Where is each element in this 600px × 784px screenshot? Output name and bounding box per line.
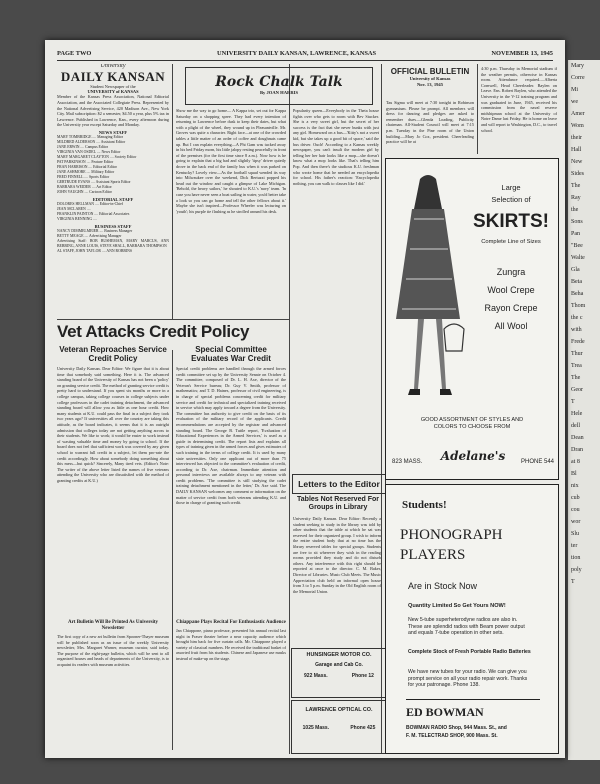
column-rule xyxy=(477,64,478,154)
newspaper-page xyxy=(45,40,565,758)
staff-line: JEAN MCLAREN .... xyxy=(57,206,91,211)
byline: By JOAN HARRIS xyxy=(259,90,299,95)
hunsinger-ad xyxy=(291,648,387,698)
recital-head: Chiappane Plays Recital For Enthusiastic Audience xyxy=(176,620,286,625)
ad-item-2: Wool Crepe xyxy=(487,285,535,295)
ad-item-4: All Wool xyxy=(494,321,528,331)
banner-rule xyxy=(57,319,289,320)
official-title: OFFICIAL BULLETIN xyxy=(390,67,470,76)
ad-item-1: Zungra xyxy=(496,267,526,277)
next-page-fragment: Hall xyxy=(571,147,582,153)
next-page-fragment: at 8 xyxy=(571,459,580,465)
ad-skirts: SKIRTS! xyxy=(473,211,549,232)
phono-rule xyxy=(406,699,540,700)
staff-line: JOHN VAUGHN .... Cartoon Editor xyxy=(57,189,112,194)
next-page-fragment: dell xyxy=(571,423,580,429)
ad-store-name: Adelane's xyxy=(440,449,506,463)
tables-headline: Tables Not Reserved For Groups in Library xyxy=(297,496,379,511)
next-page-fragment: Slu xyxy=(571,531,580,537)
phono-title-2: PLAYERS xyxy=(400,547,466,563)
next-page-fragment: T xyxy=(571,579,575,585)
next-page-fragment: Mary xyxy=(571,63,584,69)
staff-line: MILDRED ALDERSON .... Assistant Editor xyxy=(57,139,126,144)
staff-line: FRAN HARRISON .... Editorial Editor xyxy=(57,164,117,169)
staff-box xyxy=(57,130,169,254)
next-page-fragment: The xyxy=(571,375,581,381)
ad-selection: Selection of xyxy=(491,195,531,204)
middle-article-body: Special credit problems are handled through the armed forces credit committee set up by the University Senate on October 4. The committee, composed of Dr. L. H. Axe, director of the Veteran's Service bureau; Dr. Guy V. Smith, professor of mathematics; and T. D. Haines, professor of civil engineering, is in charge of special problems concerning credit for military service and credit for technical and specialized training received in service which may apply toward a degree from the University. The committee has authority to give credit on the basis of its evaluation of the military record of the applicants. Credit recommendations are accepted by the registrar and advanced standing board. The George B. Tuttle report, 'Evaluation of Educational Experiences in the Armed Services,' is used as a guide in determining credit. The report lists and explains all types of training given in the armed forces and gives estimates of such training in the terms of college credit. It is used by many state universities. Only one applicant out of more than 75 interviewed has objected to the committee's evaluation of credit, according to Dr. Axe, chairman. Immediate attention and personal interviews are available always to any veteran with credit problems. 'The committee is still studying the cadet training detachment mentioned in the letter,' Dr. Axe said. The DAILY KANSAN welcomes any comment or information on the matter of service credit from both veterans attending K.U. and those in charge of granting such credit. xyxy=(176,366,286,506)
lawrence-optical-ad xyxy=(291,700,387,754)
staff-line: BARBARA WEIDER .... Art Editor xyxy=(57,184,112,189)
phono-owner: ED BOWMAN xyxy=(406,705,484,719)
rct-body: Show me the way to go home— A Kappa trio, set out for Kappa Saturday on a shopping spree. They had every intention of returning to Lawrence before dusk to keep their dates, but what with a plight of the wheel, they wound up in Pleasantville. Mr. Groves was quite a character. Right face—at one of the crowded tables a little matter of an order of coffee and doughnuts came up. But I can explain everything—A Phi Gam was tucked away in his bed Friday morn, his little jalopy resting peacefully in front of the premises (for the first time since 8 a.m.). Now how is he going to explain that a big bad and slightly 'tipsy' driver quietly drove in the back end of the family bus when it was parked on Kentucky? Lovely view—As the football squad wended its way into Milwaukee over the weekend, Dick Bertuzzi popped his head out the window and caught a glimpse of Lake Michigan. 'Behold, the heavy sailors,' he shouted to K.U.'s 'navy' team. 'In case you have never seen a boat sailing in water, you'd better take a look so you can go home and tell the other fellows about it.' Maybe she isn't inspired—Professor Wheeler was lecturing on 'youth'; his purple tie flashing as he strolled around his desk. xyxy=(176,108,286,214)
hunsinger-phone: Phone 12 xyxy=(351,673,374,679)
news-staff-title: NEWS STAFF xyxy=(98,129,128,135)
next-page-fragment: we xyxy=(571,99,578,105)
hunsinger-contact xyxy=(292,673,386,679)
masthead xyxy=(57,64,169,94)
next-page-fragment: Corre xyxy=(571,75,585,81)
next-page-fragment: their xyxy=(571,135,582,141)
next-page-fragment: Dran xyxy=(571,447,583,453)
next-page-fragment: ter xyxy=(571,543,578,549)
next-page-fragment: Hele xyxy=(571,411,583,417)
recital-body: Jan Chiappone, piano professor, presented his annual recital last night in Fraser theater before a near capacity audience which brought him back for five curtain calls. Mr. Chiappone played a variety of classical numbers. He received the traditional basket of assorted fruit from his students. Chinese and Japanese use masks instead of make-up on the stage. xyxy=(176,628,286,661)
masthead-column xyxy=(57,64,169,319)
ad-phone: PHONE 544 xyxy=(520,459,554,465)
staff-line: JANE ERWIN .... Campus Editor xyxy=(57,144,109,149)
next-page-fragment: The xyxy=(571,183,581,189)
masthead-over: University xyxy=(100,64,126,69)
next-page-fragment: Geor xyxy=(571,387,583,393)
ad-sizes: Complete Line of Sizes xyxy=(481,239,541,245)
phono-address-1: BOWMAN RADIO Shop, 944 Mass. St., and xyxy=(406,725,507,731)
column-rule xyxy=(172,64,173,319)
staff-line: GERTRUDE EVANS .... Assistant Sports Editor xyxy=(57,179,131,184)
left-subhead: Veteran Reproaches Service Credit Policy xyxy=(59,345,167,363)
optical-contact xyxy=(292,725,386,731)
staff-line: BETTY MEAGE .... Advertising Manager xyxy=(57,233,122,238)
staff-line: Advertising Staff: BOB BUSHEMAN, MARY MARCUS, ANN BEBBING, ANNE LOUIS, STEVE SHALL, BARBARA THOMPSON xyxy=(57,238,169,248)
next-page-fragment: wor xyxy=(571,519,581,525)
news-staff-list xyxy=(57,135,169,195)
next-page-fragment: Beha xyxy=(571,291,584,297)
business-staff-title: BUSINESS STAFF xyxy=(94,223,132,229)
rct-text-left xyxy=(176,108,286,318)
rock-chalk-talk-box xyxy=(185,67,373,105)
staff-line: DOLORES HELLMAN .... Editor-in-Chief xyxy=(57,201,124,206)
official-body-text: Tau Sigma will meet at 7:30 tonight in Robinson gymnasium. Please be prompt. All members will dress for dancing and pledges are asked to remember dues.—Glenda Loading, Publicity chairman. All-Student Council will meet at 7:15 p.m. Tuesday in the Pine room of the Union building.—Mary Jo Cox, president. Cheerleading practice will be at xyxy=(386,100,474,145)
staff-line: MARY TOMBRIDGE .... Managing Editor xyxy=(57,134,123,139)
next-page-fragment: Thur xyxy=(571,351,583,357)
next-page-fragment: cou xyxy=(571,507,580,513)
optical-address: 1025 Mass. xyxy=(302,725,330,731)
middle-article xyxy=(176,366,286,618)
next-page-fragment: New xyxy=(571,159,583,165)
phono-paragraph-3: We have new tubes for your radio. We can give you prompt service on all your radio repair work. Thanks for your patronage. Phone 138. xyxy=(408,669,528,689)
masthead-sub1: Student Newspaper of the xyxy=(90,83,136,89)
phono-quantity: Quantity Limited So Get Yours NOW! xyxy=(408,603,506,609)
next-page-fragment: nix xyxy=(571,483,579,489)
next-page-fragment: T xyxy=(571,399,575,405)
ad-item-3: Rayon Crepe xyxy=(484,303,538,313)
next-page-fragment: Walte xyxy=(571,255,585,261)
next-page-fragment: Pan xyxy=(571,231,580,237)
phono-paragraph-1: New 5-tube superheterodyne radios are also in. These are splendid radios with Beam power output and equals 7-tube operation in other sets. xyxy=(408,617,525,637)
rct-body-2: Popularity queen—Everybody in the Theta house fights over who gets to room with Bev Stucker. She is a very sweet girl, but the secret of her success is the fact that she never bunks with just any girl. Homeward on a bus—'Kitty's not a sweet kid, but she takes up a good bit of space,' said the bus driver. Ouch! According to a Kansas weekly newspaper, you can't insult the modern girl by telling her her hair looks like a mop—she doesn't know what a mop looks like. That's telling him Pop. And then there's the studious K.U. freshman who wrote home that he needed an encyclopedia for school. His father's reaction: 'Encyclopedia nothing, you can walk to classes like I did.' xyxy=(293,108,379,186)
editorial-staff-title: EDITORIAL STAFF xyxy=(92,196,134,202)
next-page-fragment: "Bee xyxy=(571,243,583,249)
staff-line: FRED FINNELL .... Sports Editor xyxy=(57,174,110,179)
official-bulletin-body xyxy=(386,100,474,156)
tables-letter xyxy=(293,516,381,646)
optical-name: LAWRENCE OPTICAL CO. xyxy=(305,707,373,713)
next-page-fragment: Wom xyxy=(571,123,584,129)
paper-name: UNIVERSITY DAILY KANSAN, LAWRENCE, KANSAS xyxy=(217,50,377,57)
hunsinger-name: HUNSINGER MOTOR CO. xyxy=(306,652,372,658)
phono-stock: Are in Stock Now xyxy=(408,581,478,591)
next-page-fragment: Ray xyxy=(571,195,581,201)
next-page-fragment: Mi xyxy=(571,87,579,93)
next-page-fragment: cub xyxy=(571,495,580,501)
official-sub2: Nov. 13, 1945 xyxy=(416,82,444,87)
tables-letter-body: University Daily Kansan. Dear Editor: Recently a student seeking to study in the library was told by other students that the table at which he sat was reserved for their organized group. I wish to inform the entire student body that at no time has the library reserved tables for special groups. Students are free to sit wherever they wish in the reading rooms provided they study and do not disturb others. Any interference with this right should be reported at once to the director. C. M. Baker, Director of Libraries. Music Club Meets. The Music Appreciation club held an informal open house from 3 to 5 p.m. Sunday in the Old English room of the Memorial Union. xyxy=(293,516,381,594)
phono-batteries: Complete Stock of Fresh Portable Radio Batteries xyxy=(408,649,531,655)
next-page-fragment: the c xyxy=(571,315,583,321)
staff-line: VIRGINIA VAN OSDEL .... News Editor xyxy=(57,149,121,154)
column-title: Rock Chalk Talk xyxy=(215,74,343,90)
ad-large: Large xyxy=(501,183,521,192)
staff-line: NANCY DIMMELMEIER .... Business Manager xyxy=(57,228,133,233)
phono-address-2: F. M. TELECTRAD SHOP, 900 Mass. St. xyxy=(406,733,498,739)
skirt-illustration xyxy=(390,169,466,419)
next-page-fragment: Sides xyxy=(571,171,585,177)
phonograph-ad xyxy=(385,484,559,754)
ad-tagline: GOOD ASSORTMENT OF STYLES AND COLORS TO CHOOSE FROM xyxy=(420,417,524,430)
hunsinger-line: Garage and Cab Co. xyxy=(315,662,363,668)
staff-line: VIRGINIA BENNING .... xyxy=(57,216,97,221)
masthead-title: DAILY KANSAN xyxy=(60,68,166,84)
column-rule xyxy=(172,350,173,750)
next-page-fragment: Amer xyxy=(571,111,585,117)
staff-line: FRANKLIN PAINTON .... Editorial Associates xyxy=(57,211,130,216)
letters-heading: Letters to the Editor xyxy=(292,474,386,494)
next-page-edge xyxy=(568,60,600,760)
rct-text-right xyxy=(293,108,379,468)
next-page-fragment: poly xyxy=(571,567,582,573)
ad-address: 823 MASS. xyxy=(392,459,423,465)
art-bulletin-body: The first copy of a new art bulletin from Spooner-Thayer museum will be published soon as an issue of the weekly University newsletter, Mrs. Margaret Warner, museum curator, said today. The purpose of the eight-page bulletin, which will be sent to all organized houses and heads of departments of the University, is to acquaint its readers with museum activities. xyxy=(57,634,169,667)
next-page-fragment: tion xyxy=(571,555,581,561)
staff-line: JANE ASHMORE .... Military Editor xyxy=(57,169,115,174)
next-page-fragment: Frede xyxy=(571,339,585,345)
next-page-fragment: the xyxy=(571,207,579,213)
main-headline: Vet Attacks Credit Policy xyxy=(57,322,250,341)
staff-line: MARY MARGARET CLAYTON .... Society Editor xyxy=(57,154,137,159)
official-sub1: University of Kansas xyxy=(409,76,451,81)
next-page-fragment: Beta xyxy=(571,279,582,285)
left-article xyxy=(57,366,169,616)
page-number: PAGE TWO xyxy=(57,50,92,57)
column-rule xyxy=(289,64,290,754)
staff-line: PAT PARKINSON .... Feature Editor xyxy=(57,159,114,164)
right-news-column xyxy=(481,66,557,156)
skirts-ad xyxy=(385,158,559,480)
next-page-fragment: Thom xyxy=(571,303,586,309)
left-article-body: University Daily Kansan. Dear Editor: We figure that it is about time that somebody said something. Here it is. The advanced standing board of the University of Kansas has not been a 'policy' on granting service credit. The method of granting service credit is pretty hard to understand. If you spent six months or more in a college campus, taking college courses in college subjects under college professors in the cadet training detachment, the advanced standing board will allow you as little as one hour credit. How many students at K.U. could pass the final in a subject they took two years ago? If universities all over the country are taking this attitude, as the board indicates, it seems that it is an outright admission that colleges today are not getting anything across to their students. We like to work; it would be easier to work instead of wasting valuable time and money by going to school. If the board does not feel that sufficient work was covered by any given school to warrant full credit in a subject, let them pro-rate the credit accordingly. How about somebody doing something about this mess—but quick? Sincerely, Many tired vets. (Editor's Note: The writer of the above letter listed the names of five veterans attending the University who are dissatisfied with the method of granting credits at K.U.) xyxy=(57,366,169,483)
staff-line: AL STAFF, JOHN TAYLOR .... ANN ROBBINS xyxy=(57,248,133,253)
optical-phone: Phone 425 xyxy=(350,725,376,731)
business-staff-list xyxy=(57,229,169,254)
next-page-fragment: with xyxy=(571,327,582,333)
editorial-staff-list xyxy=(57,202,169,222)
next-page-fragment: Gla xyxy=(571,267,580,273)
next-page-fragment: Trea xyxy=(571,363,582,369)
recital-article xyxy=(176,618,286,754)
art-bulletin-head: Art Bulletin Will Be Printed As University Newsletter xyxy=(67,620,159,631)
next-page-fragment: Sons xyxy=(571,219,583,225)
right-news-body: 4:30 p.m. Thursday in Memorial stadium if the weather permits, otherwise in Kansas room. Attendance required.—Alberta Cornwell, Head Cheerleader. Baylen on Leave. Ens. Robert Baylen, who attended the University in the V-12 training program and was graduated in June, 1945, received his commission from the naval reserve midshipman school at the University of Notre Dame last Friday. He is home on leave and will report to Washington, D.C., to travel school. xyxy=(481,66,557,133)
art-bulletin-article xyxy=(57,618,169,754)
phono-title-1: PHONOGRAPH xyxy=(400,527,503,543)
page-header xyxy=(57,48,553,61)
phono-students: Students! xyxy=(402,499,447,511)
hunsinger-address: 922 Mass. xyxy=(304,673,328,679)
masthead-sub2: UNIVERSITY of KANSAS xyxy=(87,89,139,94)
next-page-fragment: Bl xyxy=(571,471,577,477)
official-bulletin-head xyxy=(390,67,470,97)
issue-date: NOVEMBER 13, 1945 xyxy=(491,50,553,57)
next-page-fragment: Dean xyxy=(571,435,584,441)
masthead-body: Member of the Kansas Press Association, National Editorial Association, and the Associated Collegiate Press. Represented by the National Advertising Service, 420 Madison Ave., New York City. Mail subscription: $2 a semester, $4.50 a year, plus 5% tax in Lawrence. Published in Lawrence, Kan., every afternoon during the University year except Saturday and Monday. xyxy=(57,94,169,128)
middle-subhead: Special Committee Evaluates War Credit xyxy=(191,345,271,363)
